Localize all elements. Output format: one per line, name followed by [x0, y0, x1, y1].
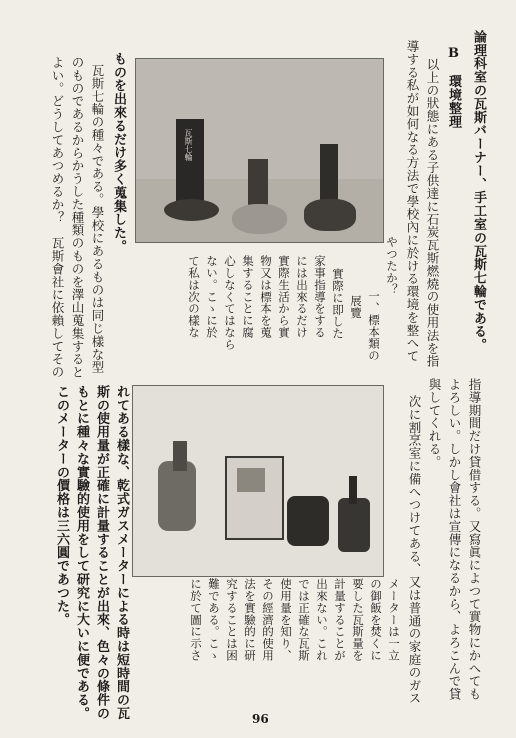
narrow-text-8: 物又は標本を蒐: [259, 255, 273, 339]
bottom-narrow-5: 出來ない。これ: [315, 578, 329, 662]
narrow-text-2: 一、標本類の: [367, 290, 381, 362]
section-b-heading: B 環境整理: [446, 46, 461, 129]
narrow-text-1: やつたか？: [385, 236, 399, 296]
narrow-text-4: 實際に即した: [331, 268, 345, 340]
left-top-line-2: 瓦斯七輪の種々である。學校にあるものは同じ樣な型: [90, 64, 105, 374]
bottom-narrow-12: に於て圖に示さ: [189, 578, 203, 662]
narrow-text-12: て私は次の樣な: [187, 255, 201, 339]
bottom-wide-line-1: 指導期間だけ貸借する。又寫眞によつて實物にかへても: [467, 378, 482, 701]
bottom-narrow-1: メーターは一立: [387, 578, 401, 662]
bottom-narrow-7: 使用量を知り、: [279, 578, 293, 662]
left-bottom-line-4: このメーターの價格は三六圓であつた。: [54, 385, 69, 627]
bottom-narrow-2: の御飯を焚くに: [369, 578, 383, 662]
narrow-text-7: 實際生活から實: [277, 255, 291, 339]
b-line-1: 以上の狀態にある子供達に石炭瓦斯燃燒の使用法を指: [425, 58, 440, 368]
bottom-wide-line-3: 與してくれる。: [427, 378, 442, 469]
left-bottom-line-1: れてある樣な、乾式ガスメーターによる時は短時間の瓦: [114, 385, 129, 720]
bottom-narrow-8: その經濟的使用: [261, 578, 275, 662]
section-tail-line: 論理科室の瓦斯バーナー、手工室の瓦斯七輪である。: [471, 30, 486, 352]
photo-gas-burners: 瓦斯七輪: [135, 58, 384, 243]
left-top-line-4: よい。どうしてあつめるか？ 瓦斯會社に依賴してその: [50, 56, 65, 379]
b-line-2: 導する私が如何なる方法で學校內に於ける環境を整へて: [405, 40, 420, 363]
narrow-text-3: 展覽: [349, 295, 363, 319]
bottom-wide-line-2: よろしい。しかし會社は宣傳になるから、よろこんで貸: [447, 378, 462, 701]
narrow-text-6: には出來るだけ: [295, 255, 309, 339]
bottom-narrow-11: 難である。こゝ: [207, 578, 221, 662]
narrow-text-10: 心しなくてはなら: [223, 255, 237, 351]
bottom-narrow-10: 究することは困: [225, 578, 239, 662]
bottom-narrow-9: 法を實驗的に研: [243, 578, 257, 662]
left-bottom-line-2: 斯の使用量が正確に計量することが出來、色々の條件の: [94, 385, 109, 720]
left-top-line-3: のものであるからかうした種類のものを澤山蒐集すると: [70, 56, 85, 379]
bottom-narrow-3: 要した瓦斯量を: [351, 578, 365, 662]
bottom-narrow-4: 計量することが: [333, 578, 347, 662]
bottom-narrow-6: では正確な瓦斯: [297, 578, 311, 662]
left-top-line-1: ものを出來るだけ多く蒐集した。: [111, 52, 126, 253]
narrow-text-11: ない。こゝに於: [205, 255, 219, 339]
narrow-text-5: 家事指導をする: [313, 255, 327, 339]
photo-gas-meters: [132, 385, 384, 577]
narrow-text-9: 集することに腐: [241, 255, 255, 339]
left-bottom-line-3: もとに種々な實驗的使用をして研究に大いに便である。: [74, 385, 89, 720]
bottom-wide-line-4: 次に割烹室に備へつけてある、又は普通の家庭のガス: [407, 395, 422, 705]
page-number: 96: [252, 712, 269, 726]
